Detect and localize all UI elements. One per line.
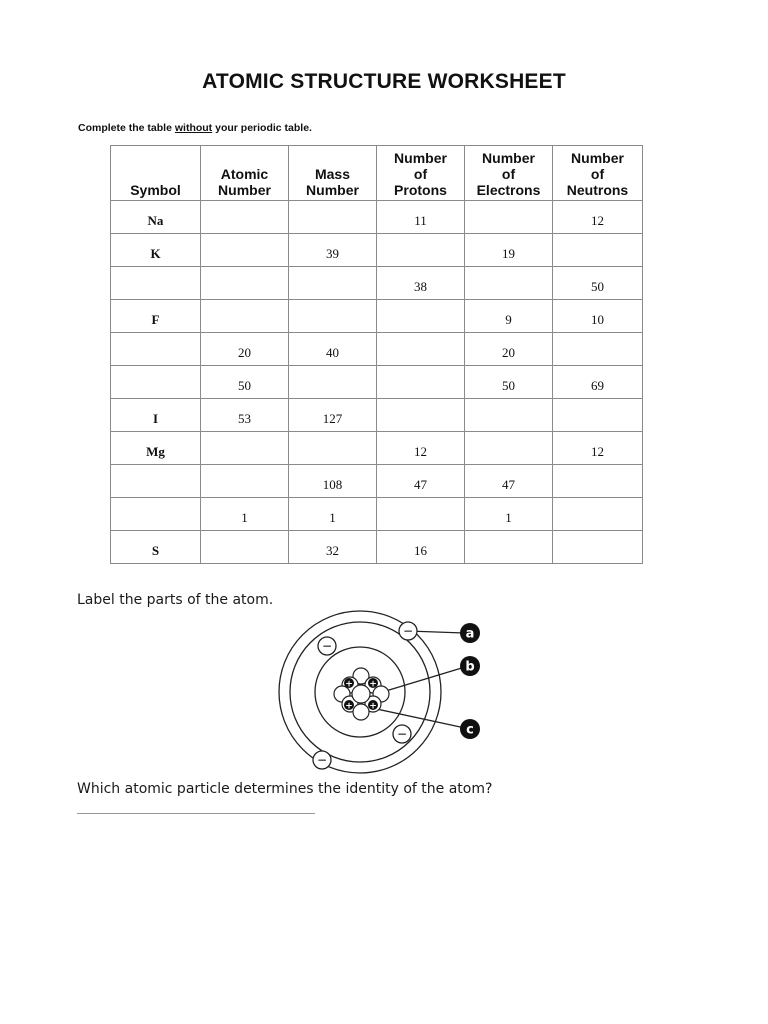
electron: [399, 622, 417, 640]
instruction-prefix: Complete the table: [78, 122, 175, 134]
cell-symbol[interactable]: Na: [111, 201, 201, 234]
cell-electrons[interactable]: 20: [465, 333, 553, 366]
header-mass-number: Mass Number: [289, 146, 377, 201]
cell-neutrons[interactable]: 50: [553, 267, 643, 300]
label-b-pointer: [376, 667, 465, 694]
instructions: [78, 122, 312, 134]
table-header-row: [111, 146, 643, 201]
cell-electrons[interactable]: 19: [465, 234, 553, 267]
cell-electrons[interactable]: [465, 531, 553, 564]
cell-mass-number[interactable]: [289, 366, 377, 399]
svg-text:+: +: [369, 701, 377, 712]
cell-neutrons[interactable]: 69: [553, 366, 643, 399]
svg-text:b: b: [465, 659, 475, 675]
table-row: [111, 234, 643, 267]
table-row: [111, 300, 643, 333]
cell-mass-number[interactable]: 39: [289, 234, 377, 267]
cell-mass-number[interactable]: 40: [289, 333, 377, 366]
worksheet-title: ATOMIC STRUCTURE WORKSHEET: [202, 70, 566, 93]
cell-mass-number[interactable]: 1: [289, 498, 377, 531]
cell-mass-number[interactable]: 32: [289, 531, 377, 564]
table-row: [111, 531, 643, 564]
cell-atomic-number[interactable]: 20: [201, 333, 289, 366]
proton: [344, 700, 354, 712]
table-row: [111, 465, 643, 498]
cell-neutrons[interactable]: 12: [553, 432, 643, 465]
cell-symbol[interactable]: [111, 498, 201, 531]
cell-symbol[interactable]: [111, 465, 201, 498]
atom-diagram: [272, 608, 492, 780]
cell-symbol[interactable]: K: [111, 234, 201, 267]
cell-electrons[interactable]: [465, 201, 553, 234]
header-protons: Number of Protons: [377, 146, 465, 201]
header-atomic-number: Atomic Number: [201, 146, 289, 201]
cell-protons[interactable]: 11: [377, 201, 465, 234]
cell-atomic-number[interactable]: 1: [201, 498, 289, 531]
cell-protons[interactable]: [377, 333, 465, 366]
svg-text:−: −: [396, 727, 408, 741]
header-electrons: Number of Electrons: [465, 146, 553, 201]
cell-atomic-number[interactable]: 53: [201, 399, 289, 432]
svg-text:a: a: [465, 626, 475, 642]
cell-protons[interactable]: [377, 399, 465, 432]
label-a: [460, 623, 480, 643]
header-symbol: Symbol: [111, 146, 201, 201]
electron: [393, 725, 411, 743]
cell-electrons[interactable]: 47: [465, 465, 553, 498]
cell-neutrons[interactable]: [553, 234, 643, 267]
cell-neutrons[interactable]: 12: [553, 201, 643, 234]
cell-protons[interactable]: 12: [377, 432, 465, 465]
cell-symbol[interactable]: [111, 267, 201, 300]
cell-electrons[interactable]: 9: [465, 300, 553, 333]
cell-mass-number[interactable]: [289, 201, 377, 234]
cell-symbol[interactable]: [111, 333, 201, 366]
cell-protons[interactable]: 38: [377, 267, 465, 300]
cell-atomic-number[interactable]: [201, 234, 289, 267]
svg-text:−: −: [321, 639, 333, 653]
header-neutrons: Number of Neutrons: [553, 146, 643, 201]
svg-text:+: +: [369, 679, 377, 690]
table-row: [111, 267, 643, 300]
svg-text:−: −: [402, 624, 414, 638]
cell-symbol[interactable]: [111, 366, 201, 399]
cell-mass-number[interactable]: [289, 300, 377, 333]
label-c: [460, 719, 480, 739]
atomic-table: [110, 145, 643, 564]
cell-symbol[interactable]: F: [111, 300, 201, 333]
question-text: Which atomic particle determines the identity of the atom?: [77, 781, 493, 797]
cell-electrons[interactable]: [465, 432, 553, 465]
neutron: [352, 685, 370, 703]
instruction-emphasis: without: [174, 122, 213, 134]
cell-protons[interactable]: [377, 498, 465, 531]
svg-text:+: +: [345, 679, 353, 690]
cell-neutrons[interactable]: [553, 333, 643, 366]
cell-mass-number[interactable]: [289, 432, 377, 465]
table-row: [111, 399, 643, 432]
table-row: [111, 366, 643, 399]
atom-section-title: Label the parts of the atom.: [77, 592, 274, 608]
cell-neutrons[interactable]: [553, 465, 643, 498]
svg-text:−: −: [316, 753, 328, 767]
cell-neutrons[interactable]: [553, 498, 643, 531]
cell-protons[interactable]: 47: [377, 465, 465, 498]
cell-atomic-number[interactable]: 50: [201, 366, 289, 399]
table-row: [111, 333, 643, 366]
cell-electrons[interactable]: 50: [465, 366, 553, 399]
cell-atomic-number[interactable]: [201, 432, 289, 465]
cell-protons[interactable]: 16: [377, 531, 465, 564]
answer-line[interactable]: [77, 813, 315, 814]
cell-protons[interactable]: [377, 234, 465, 267]
electron: [313, 751, 331, 769]
cell-neutrons[interactable]: [553, 531, 643, 564]
cell-mass-number[interactable]: 127: [289, 399, 377, 432]
label-b: [460, 656, 480, 676]
cell-neutrons[interactable]: 10: [553, 300, 643, 333]
table-row: [111, 498, 643, 531]
cell-protons[interactable]: [377, 366, 465, 399]
proton: [344, 678, 354, 690]
cell-symbol[interactable]: I: [111, 399, 201, 432]
cell-atomic-number[interactable]: [201, 267, 289, 300]
nucleus: [334, 668, 389, 720]
cell-mass-number[interactable]: 108: [289, 465, 377, 498]
cell-mass-number[interactable]: [289, 267, 377, 300]
cell-atomic-number[interactable]: [201, 201, 289, 234]
proton: [368, 700, 378, 712]
table-row: [111, 432, 643, 465]
cell-atomic-number[interactable]: [201, 531, 289, 564]
cell-atomic-number[interactable]: [201, 465, 289, 498]
electron: [318, 637, 336, 655]
svg-text:c: c: [466, 722, 474, 738]
instruction-suffix: your periodic table.: [212, 122, 312, 134]
table-row: [111, 201, 643, 234]
cell-electrons[interactable]: 1: [465, 498, 553, 531]
cell-electrons[interactable]: [465, 267, 553, 300]
cell-electrons[interactable]: [465, 399, 553, 432]
neutron: [353, 704, 369, 720]
cell-atomic-number[interactable]: [201, 300, 289, 333]
proton: [368, 678, 378, 690]
cell-symbol[interactable]: Mg: [111, 432, 201, 465]
label-c-pointer: [372, 708, 465, 728]
svg-text:+: +: [345, 701, 353, 712]
cell-protons[interactable]: [377, 300, 465, 333]
cell-symbol[interactable]: S: [111, 531, 201, 564]
cell-neutrons[interactable]: [553, 399, 643, 432]
